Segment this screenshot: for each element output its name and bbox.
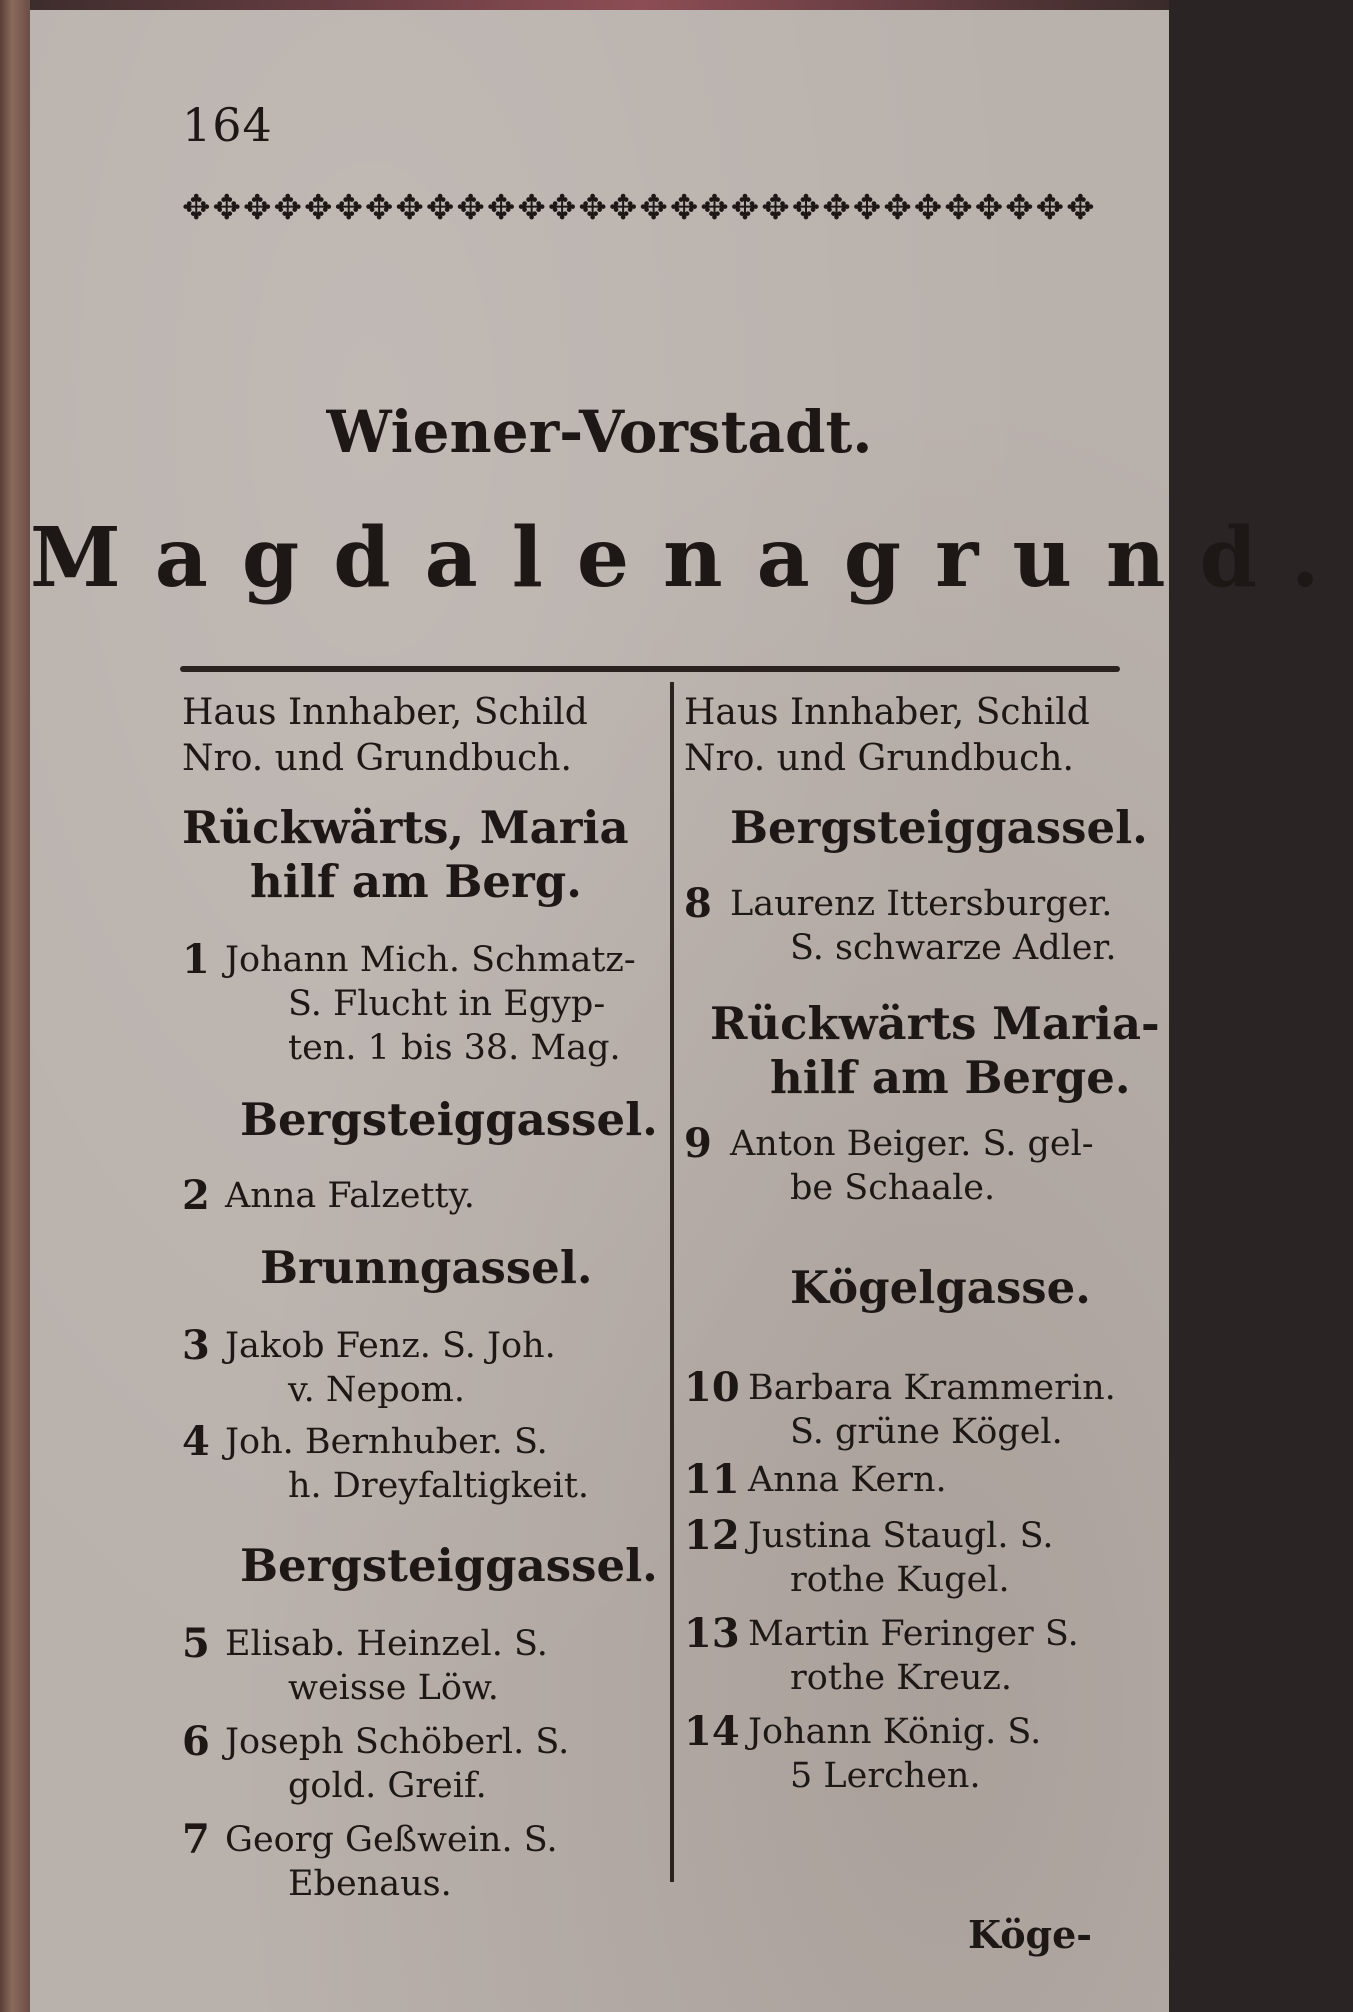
section-heading: Kögelgasse. bbox=[790, 1261, 1091, 1314]
entry-line: S. grüne Kögel. bbox=[790, 1412, 1063, 1452]
entry-line: Jakob Fenz. S. Joh. bbox=[225, 1326, 556, 1366]
catchword: Köge- bbox=[968, 1912, 1093, 1957]
house-number: 14 bbox=[684, 1708, 740, 1755]
house-number: 12 bbox=[684, 1512, 740, 1559]
entry-line: 5 Lerchen. bbox=[790, 1756, 981, 1796]
section-heading: Bergsteiggassel. bbox=[730, 801, 1148, 854]
entry-line: S. schwarze Adler. bbox=[790, 928, 1117, 968]
book-spine bbox=[0, 0, 30, 2012]
entry-line: S. Flucht in Egyp- bbox=[288, 984, 606, 1024]
book-page bbox=[30, 10, 1353, 2012]
page-title: Magdalenagrund. bbox=[30, 510, 1353, 606]
section-heading: hilf am Berg. bbox=[250, 855, 582, 908]
entry-line: Georg Geßwein. S. bbox=[225, 1820, 558, 1860]
ornament-border: ✥✥✥✥✥✥✥✥✥✥✥✥✥✥✥✥✥✥✥✥✥✥✥✥✥✥✥✥✥✥ bbox=[182, 188, 1097, 228]
house-number: 1 bbox=[182, 936, 210, 983]
entry-line: Elisab. Heinzel. S. bbox=[225, 1624, 548, 1664]
page-number: 164 bbox=[182, 98, 273, 152]
house-number: 3 bbox=[182, 1322, 210, 1369]
entry-line: rothe Kreuz. bbox=[790, 1658, 1012, 1698]
header-right-line-1: Haus Innhaber, Schild bbox=[684, 692, 1090, 733]
entry-line: Barbara Krammerin. bbox=[748, 1368, 1116, 1408]
house-number: 2 bbox=[182, 1172, 210, 1219]
entry-line: Ebenaus. bbox=[288, 1864, 452, 1904]
district-heading: Wiener-Vorstadt. bbox=[326, 398, 873, 466]
section-heading: Rückwärts, Maria bbox=[182, 801, 629, 854]
entry-line: h. Dreyfaltigkeit. bbox=[288, 1466, 590, 1506]
entry-line: weisse Löw. bbox=[288, 1668, 499, 1708]
entry-line: v. Nepom. bbox=[288, 1370, 465, 1410]
house-number: 6 bbox=[182, 1718, 210, 1765]
house-number: 5 bbox=[182, 1620, 210, 1667]
house-number: 11 bbox=[684, 1456, 740, 1503]
house-number: 9 bbox=[684, 1120, 712, 1167]
entry-line: Joseph Schöberl. S. bbox=[225, 1722, 570, 1762]
entry-line: Anna Falzetty. bbox=[225, 1176, 475, 1216]
header-left-line-1: Haus Innhaber, Schild bbox=[182, 692, 588, 733]
house-number: 13 bbox=[684, 1610, 740, 1657]
header-rule bbox=[180, 666, 1120, 672]
section-heading: hilf am Berge. bbox=[770, 1051, 1131, 1104]
entry-line: Justina Staugl. S. bbox=[748, 1516, 1054, 1556]
entry-line: ten. 1 bis 38. Mag. bbox=[288, 1028, 621, 1068]
section-heading: Rückwärts Maria- bbox=[710, 997, 1160, 1050]
house-number: 8 bbox=[684, 880, 712, 927]
entry-line: Martin Feringer S. bbox=[748, 1614, 1079, 1654]
entry-line: Anna Kern. bbox=[748, 1460, 947, 1500]
entry-line: Johann König. S. bbox=[748, 1712, 1042, 1752]
column-divider bbox=[670, 682, 674, 1882]
entry-line: Anton Beiger. S. gel- bbox=[730, 1124, 1094, 1164]
entry-line: rothe Kugel. bbox=[790, 1560, 1010, 1600]
section-heading: Brunngassel. bbox=[260, 1241, 593, 1294]
entry-line: Joh. Bernhuber. S. bbox=[225, 1422, 548, 1462]
entry-line: be Schaale. bbox=[790, 1168, 996, 1208]
entry-line: Laurenz Ittersburger. bbox=[730, 884, 1113, 924]
house-number: 7 bbox=[182, 1816, 210, 1863]
entry-line: gold. Greif. bbox=[288, 1766, 487, 1806]
entry-line: Johann Mich. Schmatz- bbox=[225, 940, 636, 980]
section-heading: Bergsteiggassel. bbox=[240, 1539, 658, 1592]
house-number: 10 bbox=[684, 1364, 740, 1411]
header-left-line-2: Nro. und Grundbuch. bbox=[182, 738, 572, 779]
header-right-line-2: Nro. und Grundbuch. bbox=[684, 738, 1074, 779]
section-heading: Bergsteiggassel. bbox=[240, 1093, 658, 1146]
house-number: 4 bbox=[182, 1418, 210, 1465]
